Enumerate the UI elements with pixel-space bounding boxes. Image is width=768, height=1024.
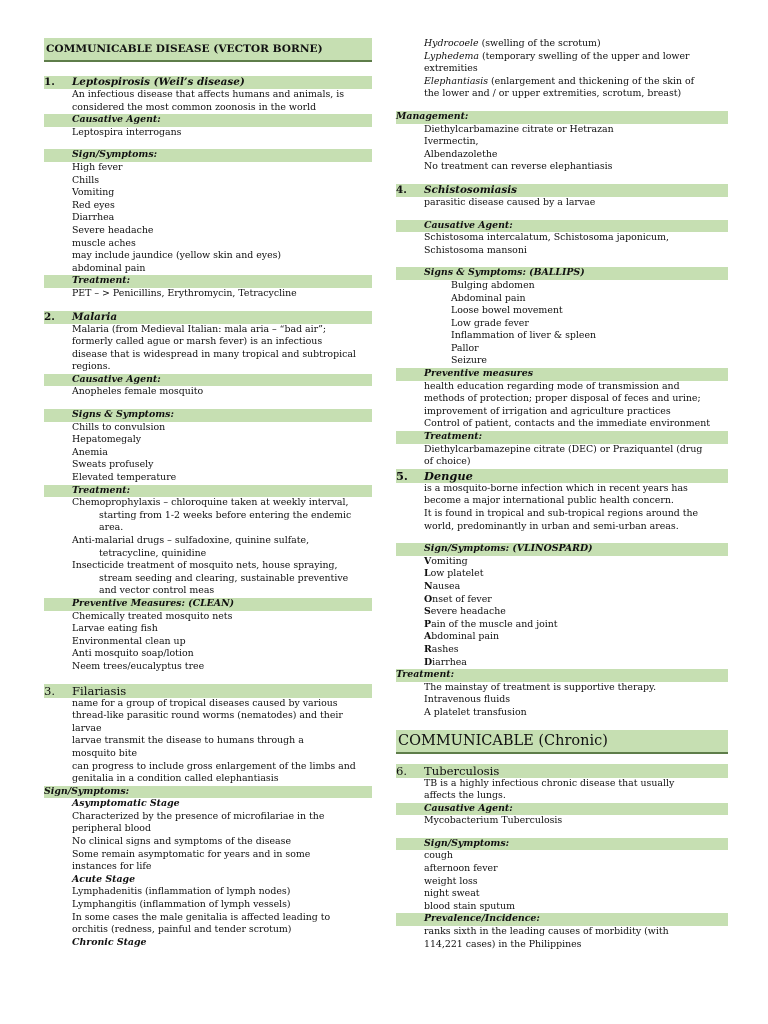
list-item <box>396 644 728 657</box>
list-item: In some cases the male genitalia is affected leading to <box>72 911 331 923</box>
description-line: mosquito bite <box>72 747 138 759</box>
chronic-item <box>396 63 728 76</box>
list-item <box>396 631 728 644</box>
list-item: Chills <box>72 174 100 186</box>
causative-agent: Leptospira interrogans <box>72 126 182 138</box>
treatment-line: Intravenous fluids <box>424 694 511 706</box>
treatment-line: area. <box>99 522 124 534</box>
causative-agent-label: Causative Agent: <box>396 803 728 816</box>
list-item: Diarrhea <box>72 212 115 224</box>
section-heading-schistosomiasis <box>396 184 728 197</box>
list-item <box>396 556 728 569</box>
list-item: Severe headache <box>72 224 154 236</box>
section-title: Schistosomiasis <box>424 183 518 196</box>
list-item: Chemically treated mosquito nets <box>72 610 233 622</box>
treatment-line: The mainstay of treatment is supportive therapy. <box>424 681 657 693</box>
description-line: affects the lungs. <box>424 790 506 802</box>
causative-agent: Schistosoma intercalatum, Schistosoma japonicum, <box>424 232 669 244</box>
section-number: 6. <box>396 763 408 778</box>
description-line: Malaria (from Medieval Italian: mala aria – “bad air”; <box>72 323 327 335</box>
chronic-desc: (swelling of the scrotum) <box>478 38 601 49</box>
list-item: Sweats profusely <box>72 459 154 471</box>
prevalence-label: Prevalence/Incidence: <box>396 913 728 926</box>
list-item: Diethylcarbamazine citrate or Hetrazan <box>424 123 614 135</box>
description-line: become a major international public health concern. <box>424 495 674 507</box>
chronic-desc: (temporary swelling of the upper and lower <box>478 50 690 62</box>
description-line: considered the most common zoonosis in the world <box>72 101 317 113</box>
description-line: disease that is widespread in many tropical and subtropical <box>72 348 356 360</box>
description-line: name for a group of tropical diseases caused by various <box>72 697 338 709</box>
signs-label: Sign/Symptoms: (VLINOSPARD) <box>396 543 728 556</box>
acronym-letter: P <box>424 618 432 630</box>
causative-agent-label: Causative Agent: <box>44 114 372 127</box>
causative-agent-label: Causative Agent: <box>396 220 728 233</box>
description-line: world, predominantly in urban and semi-urban areas. <box>424 520 679 532</box>
section-title: Dengue <box>424 468 473 483</box>
acronym-rest: evere headache <box>430 606 506 618</box>
acronym-rest: ain of the muscle and joint <box>431 618 558 630</box>
list-item: weight loss <box>424 875 478 887</box>
description-line: is a mosquito-borne infection which in recent years has <box>424 482 688 494</box>
description-line: larvae transmit the disease to humans through a <box>72 735 304 747</box>
causative-agent: Mycobacterium Tuberculosis <box>424 815 563 827</box>
chronic-term: Elephantiasis <box>424 75 489 87</box>
list-item: Chills to convulsion <box>72 421 166 433</box>
list-item: Environmental clean up <box>72 635 186 647</box>
list-item: Red eyes <box>72 199 115 211</box>
treatment-label: Treatment: <box>396 669 728 682</box>
section-title: Malaria <box>72 310 118 323</box>
list-item: cough <box>424 850 453 862</box>
list-item: No treatment can reverse elephantiasis <box>424 161 613 173</box>
section-number: 2. <box>44 310 55 323</box>
treatment-line: Insecticide treatment of mosquito nets, house spraying, <box>72 560 338 572</box>
treatment-text: PET – > Penicillins, Erythromycin, Tetracycline <box>72 287 297 299</box>
causative-agent: Anopheles female mosquito <box>72 386 204 398</box>
list-item: afternoon fever <box>424 863 498 875</box>
chronic-item <box>396 51 728 64</box>
signs-label: Signs & Symptoms: (BALLIPS) <box>396 267 728 280</box>
list-item: Ivermectin, <box>424 136 479 148</box>
chronic-desc: (enlargement and thickening of the skin of <box>488 75 695 87</box>
description-line: larvae <box>72 722 102 734</box>
treatment-line: tetracycline, quinidine <box>99 547 207 559</box>
list-item: Pallor <box>451 342 479 354</box>
treatment-label: Treatment: <box>44 485 372 498</box>
preventive-label: Preventive measures <box>396 368 728 381</box>
treatment-line: and vector control meas <box>99 585 215 597</box>
list-item: improvement of irrigation and agriculture practices <box>424 405 671 417</box>
list-item: Lymphadenitis (inflammation of lymph nodes) <box>72 886 291 898</box>
chronic-term: Lyphedema <box>424 50 479 62</box>
list-item: night sweat <box>424 888 480 900</box>
description-line: An infectious disease that affects humans and animals, is <box>72 89 345 100</box>
chronic-desc: the lower and / or upper extremities, scrotum, breast) <box>424 88 682 100</box>
treatment-label: Treatment: <box>44 275 372 288</box>
signs-label: Signs & Symptoms: <box>44 409 372 422</box>
acronym-letter: A <box>424 631 432 643</box>
treatment-label: Treatment: <box>396 431 728 444</box>
stage-label-asymptomatic: Asymptomatic Stage <box>72 798 180 810</box>
signs-label: Sign/Symptoms: <box>396 838 728 851</box>
treatment-line: A platelet transfusion <box>424 706 527 718</box>
chronic-item <box>396 88 728 101</box>
list-item: Abdominal pain <box>451 292 526 304</box>
treatment-line: stream seeding and clearing, sustainable preventive <box>99 572 349 584</box>
treatment-line: Diethylcarbamazepine citrate (DEC) or Praziquantel (drug <box>424 443 703 455</box>
list-item: peripheral blood <box>72 823 151 835</box>
list-item: muscle aches <box>72 237 136 249</box>
list-item: High fever <box>72 161 123 173</box>
treatment-line: of choice) <box>424 456 471 468</box>
chronic-item <box>396 76 728 89</box>
description-line: formerly called ague or marsh fever) is an infectious <box>72 336 323 348</box>
acronym-letter: L <box>424 568 431 580</box>
list-item: Lymphangitis (inflammation of lymph vessels) <box>72 899 291 911</box>
treatment-line: starting from 1-2 weeks before entering the endemic <box>99 509 352 521</box>
description-line: regions. <box>72 361 111 373</box>
list-item: Elevated temperature <box>72 472 177 484</box>
acronym-rest: ashes <box>431 643 459 655</box>
description-line: genitalia in a condition called elephantiasis <box>72 773 279 785</box>
list-item <box>396 606 728 619</box>
list-item: Bulging abdomen <box>451 279 535 291</box>
list-item: Low grade fever <box>451 317 529 329</box>
section-heading-tuberculosis <box>396 764 728 778</box>
list-item <box>396 568 728 581</box>
stage-label-acute: Acute Stage <box>72 873 136 885</box>
acronym-letter: N <box>424 580 433 592</box>
description-line: It is found in tropical and sub-tropical regions around the <box>424 508 699 519</box>
section-heading-leptospirosis <box>44 76 372 89</box>
signs-label: Sign/Symptoms: <box>44 786 372 799</box>
list-item: Albendazolethe <box>424 148 498 160</box>
list-item: Anemia <box>72 446 108 458</box>
acronym-letter: D <box>424 656 433 668</box>
list-item <box>396 619 728 632</box>
acronym-rest: omiting <box>431 555 468 567</box>
section-number: 4. <box>396 183 407 196</box>
list-item: orchitis (redness, painful and tender scrotum) <box>72 924 292 936</box>
list-item: Loose bowel movement <box>451 305 563 317</box>
causative-agent-label: Causative Agent: <box>44 374 372 387</box>
list-item <box>396 581 728 594</box>
list-item: Hepatomegaly <box>72 434 142 446</box>
chronic-section-title: COMMUNICABLE (Chronic) <box>396 730 728 754</box>
list-item: Characterized by the presence of microfilariae in the <box>72 810 325 822</box>
management-label: Management: <box>396 111 728 124</box>
acronym-letter: V <box>424 555 432 567</box>
list-item: health education regarding mode of transmission and <box>424 380 680 392</box>
section-number: 3. <box>44 683 56 698</box>
list-item: blood stain sputum <box>424 900 515 912</box>
acronym-letter: S <box>424 606 431 618</box>
acronym-rest: ow platelet <box>430 568 484 580</box>
section-title: Tuberculosis <box>424 763 500 778</box>
list-item: may include jaundice (yellow skin and eyes) <box>72 250 282 262</box>
prevalence-line: ranks sixth in the leading causes of morbidity (with <box>424 926 669 938</box>
left-column <box>44 38 372 949</box>
section-number: 5. <box>396 468 408 483</box>
list-item: Control of patient, contacts and the immediate environment <box>424 418 711 430</box>
list-item <box>396 657 728 670</box>
treatment-line: Chemoprophylaxis – chloroquine taken at weekly interval, <box>72 497 349 509</box>
treatment-line: Anti-malarial drugs – sulfadoxine, quinine sulfate, <box>72 535 310 546</box>
acronym-rest: bdominal pain <box>431 631 500 643</box>
list-item: instances for life <box>72 861 152 873</box>
acronym-rest: iarrhea <box>432 656 467 668</box>
section-number: 1. <box>44 76 55 88</box>
acronym-letter: O <box>424 593 433 605</box>
signs-label: Sign/Symptoms: <box>44 149 372 162</box>
description-line: parasitic disease caused by a larvae <box>424 196 596 208</box>
list-item: Larvae eating fish <box>72 623 158 635</box>
right-column <box>396 38 728 951</box>
acronym-letter: R <box>424 643 432 655</box>
chronic-term: Hydrocoele <box>424 38 479 49</box>
preventive-label: Preventive Measures: (CLEAN) <box>44 598 372 611</box>
list-item: Inflammation of liver & spleen <box>451 330 597 342</box>
section-title: Filariasis <box>72 683 127 698</box>
list-item: No clinical signs and symptoms of the disease <box>72 836 292 848</box>
description-line: can progress to include gross enlargement of the limbs and <box>72 760 356 772</box>
acronym-rest: nset of fever <box>432 593 492 605</box>
chronic-desc: extremities <box>424 63 478 75</box>
causative-agent: Schistosoma mansoni <box>424 244 527 256</box>
document-title: COMMUNICABLE DISEASE (VECTOR BORNE) <box>44 38 372 62</box>
list-item: methods of protection; proper disposal of feces and urine; <box>424 393 701 405</box>
section-heading-malaria <box>44 311 372 324</box>
list-item: Seizure <box>451 355 487 367</box>
section-heading-filariasis <box>44 684 372 698</box>
description-line: TB is a highly infectious chronic disease that usually <box>424 777 675 789</box>
stage-label-chronic: Chronic Stage <box>72 936 147 948</box>
list-item: Anti mosquito soap/lotion <box>72 648 194 660</box>
list-item <box>396 594 728 607</box>
section-heading-dengue <box>396 469 728 483</box>
chronic-item <box>396 38 728 51</box>
prevalence-line: 114,221 cases) in the Philippines <box>424 938 582 950</box>
list-item: Vomiting <box>72 187 115 199</box>
section-title: Leptospirosis (Weil’s disease) <box>72 76 245 88</box>
list-item: Some remain asymptomatic for years and in some <box>72 848 311 860</box>
acronym-rest: ausea <box>432 580 461 592</box>
list-item: abdominal pain <box>72 262 146 274</box>
description-line: thread-like parasitic round worms (nematodes) and their <box>72 710 343 722</box>
list-item: Neem trees/eucalyptus tree <box>72 660 205 672</box>
